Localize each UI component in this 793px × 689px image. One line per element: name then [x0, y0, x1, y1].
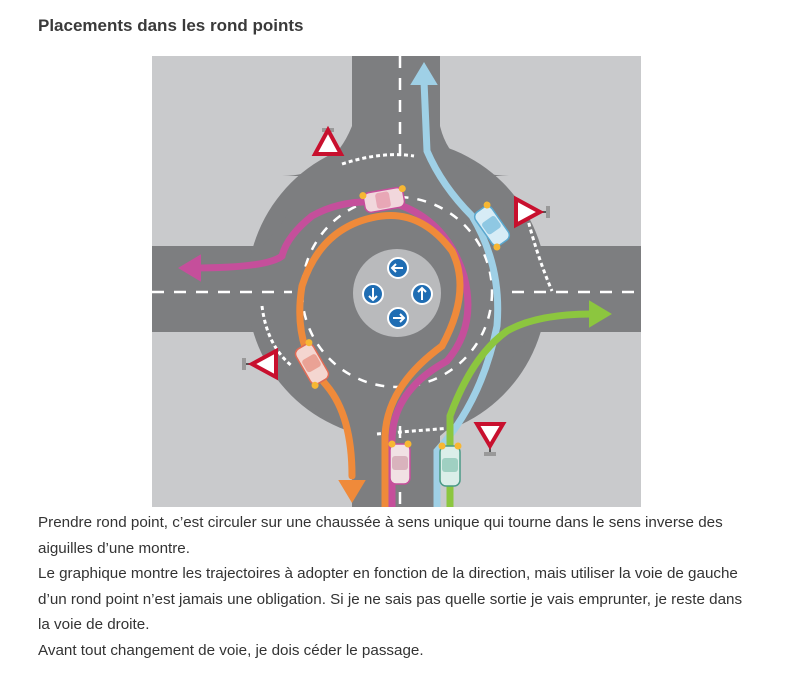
roundabout-diagram — [152, 56, 641, 507]
paragraph-definition: Prendre rond point, c’est circuler sur une chaussée à sens unique qui tourne dans le sens inverse des aiguilles d’une montre. — [38, 514, 723, 557]
paragraph-yield: Avant tout changement de voie, je dois céder le passage. — [38, 641, 424, 659]
paragraph-trajectories: Le graphique montre les trajectoires à adopter en fonction de la direction, mais utiliser la voie de gauche d’un rond point n’est jamais une obligation. Si je ne sais pas quelle sortie je vais emprunter, je reste dans la voie de droite. — [38, 565, 743, 633]
car-icon — [439, 443, 462, 487]
article-body — [38, 510, 758, 663]
car-icon — [389, 441, 412, 485]
page-title: Placements dans les rond points — [38, 16, 304, 35]
